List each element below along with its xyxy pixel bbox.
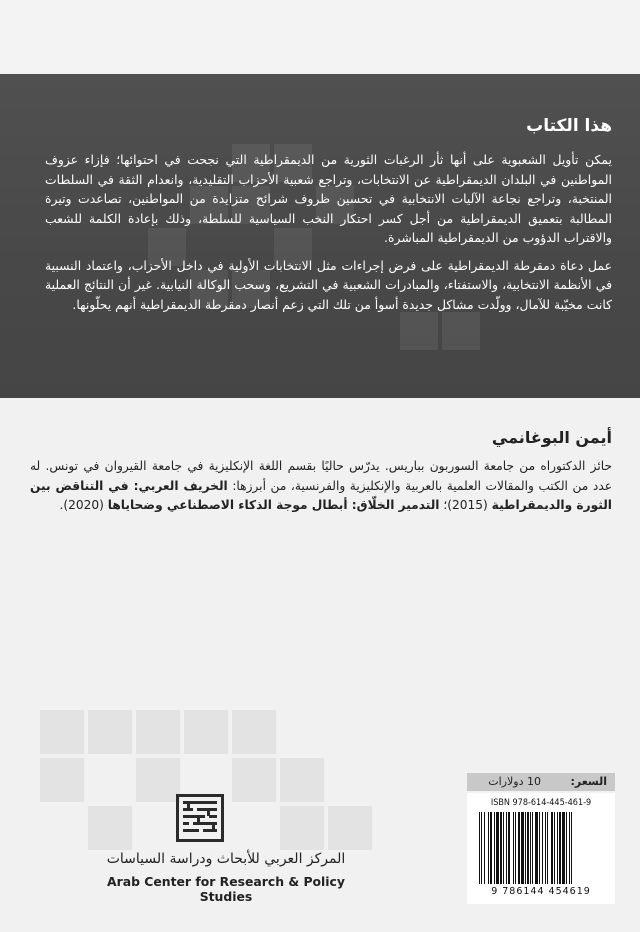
author-bio-text: حائز الدكتوراه من جامعة السوربون بباريس. يدرّس حاليًا بقسم اللغة الإنكليزية في جامعة القيروان في تونس. له عدد من الكتب والمقالات العلمية بالعربية والإنكليزية والفرنسية، من أبرزها: [30,459,613,493]
author-bio [30,457,612,516]
top-band [0,0,640,74]
decor-square [280,806,324,850]
decor-square [136,710,180,754]
decor-square [40,710,84,754]
decor-square [184,710,228,754]
description-panel [0,74,640,398]
decor-square [280,758,324,802]
book-title: التدمير الخلّاق: أبطال موجة الذكاء الاصطناعي وضحاياها [107,498,440,512]
author-section [30,428,612,516]
publisher-logo [176,794,224,842]
price-label: السعر: [570,775,607,788]
decor-square [88,806,132,850]
about-paragraph: يمكن تأويل الشعبوية على أنها ثأر الرغبات الثورية من الديمقراطية التي نجحت في احتوائها؛ فإزاء عزوف المواطنين في البلدان الديمقراطية عن الانتخابات، وتراجع شعبية الأحزاب التقليدية، وانعدام الثقة في السلطات المنتخبة، وتراجع نجاعة الآليات الانتخابية في تحسين ظروف شرائح متزايدة من المواطنين، تصاعدت وتيرة المطالبة بتعميق الديمقراطية من أجل كسر احتكار النخب السياسية للسلطة، وذلك بإعادة الكلمة للشعب والاقتراب الدؤوب من الديمقراطية المباشرة. [45,152,612,245]
isbn-box [467,793,615,904]
about-paragraph: عمل دعاة دمقرطة الديمقراطية على فرض إجراءات مثل الانتخابات الأولية في داخل الأحزاب، واعتماد النسبية في الأنظمة الانتخابية، والاستفتاء، والمبادرات الشعبية في التشريع، وسحب الوكالة النيابية. غير أن النتائج العملية كانت مخيّبة للآمال، وولّدت مشاكل جديدة أسوأ من تلك التي زعم أنصار دمقرطة الديمقراطية أنهم يحلّونها. [45,257,612,312]
decor-square [136,758,180,802]
book-year: (2020). [59,498,104,512]
author-name: أيمن البوغانمي [491,428,612,447]
decor-square [232,758,276,802]
book-title: الخريف العربي: في التناقض بين الثورة والديمقراطية [30,478,612,512]
publisher-logo-icon [179,797,221,839]
book-year: (2015)؛ [443,498,488,512]
price-value: 10 دولارات [488,775,541,788]
decor-square [232,710,276,754]
barcode-digits: 9 786144 454619 [491,886,591,897]
barcode-icon [477,812,605,884]
publisher-name-english: Arab Center for Research & Policy Studies [107,874,345,904]
price-box [467,773,615,791]
publisher-name-arabic: المركز العربي للأبحاث ودراسة السياسات [106,851,346,867]
about-heading: هذا الكتاب [526,116,612,136]
decor-square [40,758,84,802]
description-text [45,116,612,322]
decor-square [88,710,132,754]
isbn-number: ISBN 978-614-445-461-9 [490,798,592,808]
decor-square [328,806,372,850]
